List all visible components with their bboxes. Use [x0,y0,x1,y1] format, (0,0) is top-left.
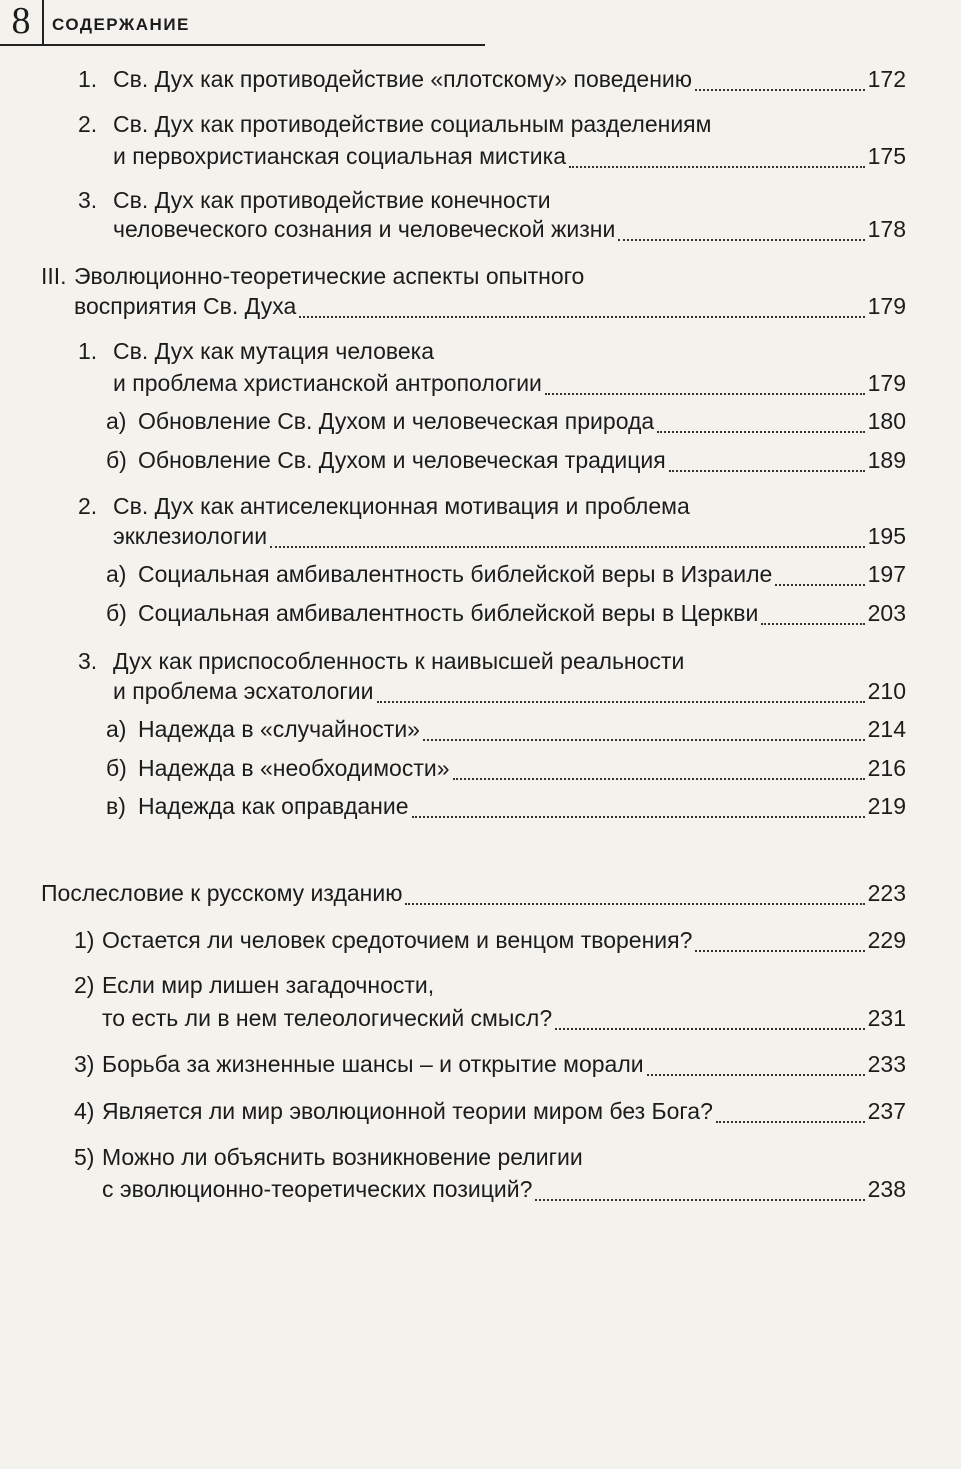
entry-title: Эволюционно-теоретические аспекты опытного [74,263,585,289]
dot-leader [695,71,865,91]
entry-number: а) [106,561,127,587]
entry-title-cont: экклезиологии [113,523,268,549]
entry-page: 195 [867,523,906,549]
dot-leader [299,298,864,318]
entry-title: Социальная амбивалентность библейской веры в Церкви [138,600,759,626]
toc-entry[interactable] [106,445,906,475]
entry-number: 3. [78,187,98,213]
toc-entry[interactable] [113,214,906,244]
toc-entry[interactable] [74,925,906,955]
entry-title-cont: восприятия Св. Духа [74,293,297,319]
entry-page: 180 [867,408,906,434]
entry-title: Надежда в «необходимости» [138,755,450,781]
dot-leader [647,1056,865,1076]
entry-page: 238 [867,1176,906,1202]
entry-number: 1) [74,927,95,953]
entry-page: 189 [867,447,906,473]
entry-page: 210 [867,678,906,704]
toc-entry-line [78,185,906,215]
toc-entry-line [41,261,906,291]
toc-entry[interactable] [78,64,906,94]
entry-number: 2. [78,493,98,519]
toc-entry[interactable] [74,291,906,321]
entry-title: Можно ли объяснить возникновение религии [102,1144,583,1170]
dot-leader [775,566,864,586]
dot-leader [716,1103,865,1123]
entry-page: 223 [867,880,906,906]
toc-entry-line [78,336,906,366]
entry-page: 172 [867,66,906,92]
entry-title-cont: и проблема христианской антропологии [113,370,542,396]
entry-number: 1. [78,66,98,92]
entry-page: 197 [867,561,906,587]
entry-number: 1. [78,338,98,364]
entry-title: Дух как приспособленность к наивысшей реальности [113,648,685,674]
entry-page: 175 [867,143,906,169]
toc-entry-line [78,646,906,676]
entry-number: 4) [74,1098,95,1124]
running-title: СОДЕРЖАНИЕ [52,15,190,34]
entry-title: Св. Дух как мутация человека [113,338,434,364]
entry-page: 233 [867,1051,906,1077]
entry-number: 3) [74,1051,95,1077]
dot-leader [412,798,865,818]
entry-title: Если мир лишен загадочности, [102,972,435,998]
entry-number: б) [106,755,127,781]
toc-entry[interactable] [106,406,906,436]
entry-page: 231 [867,1005,906,1031]
toc-entry[interactable] [113,141,906,171]
dot-leader [669,452,865,472]
entry-number: III. [41,263,67,289]
entry-title: Социальная амбивалентность библейской веры в Израиле [138,561,773,587]
dot-leader [535,1181,864,1201]
entry-number: 2) [74,972,95,998]
toc-entry[interactable] [113,521,906,551]
entry-number: а) [106,408,127,434]
dot-leader [555,1010,865,1030]
toc-entry-line [74,1142,906,1172]
toc-entry[interactable] [102,1003,906,1033]
entry-title-cont: и проблема эсхатологии [113,678,374,704]
toc-entry[interactable] [106,598,906,628]
toc-entry[interactable] [113,368,906,398]
entry-title: Борьба за жизненные шансы – и открытие морали [102,1051,644,1077]
entry-title: Св. Дух как антиселекционная мотивация и проблема [113,493,690,519]
entry-number: б) [106,447,127,473]
toc-entry[interactable] [106,791,906,821]
toc-entry[interactable] [106,753,906,783]
entry-page: 203 [867,600,906,626]
entry-title-cont: и первохристианская социальная мистика [113,143,566,169]
dot-leader [270,528,865,548]
entry-title: Надежда в «случайности» [138,716,420,742]
entry-title: Св. Дух как противодействие социальным разделениям [113,111,712,137]
entry-page: 216 [867,755,906,781]
entry-title-cont: человеческого сознания и человеческой жизни [113,216,616,242]
dot-leader [618,221,864,241]
dot-leader [761,605,864,625]
entry-page: 219 [867,793,906,819]
entry-number: 3. [78,648,98,674]
dot-leader [405,885,864,905]
toc-entry-line [74,970,906,1000]
dot-leader [377,683,865,703]
entry-page: 229 [867,927,906,953]
toc-entry-line [78,109,906,139]
toc-entry[interactable] [41,878,906,908]
dot-leader [423,721,865,741]
toc-entry-line [78,491,906,521]
entry-title-cont: с эволюционно-теоретических позиций? [102,1176,533,1202]
entry-title: Остается ли человек средоточием и венцом творения? [102,927,693,953]
dot-leader [657,413,864,433]
toc-entry[interactable] [74,1049,906,1079]
entry-number: а) [106,716,127,742]
toc-entry[interactable] [74,1096,906,1126]
entry-title: Св. Дух как противодействие конечности [113,187,551,213]
toc-entry[interactable] [106,559,906,589]
entry-title: Обновление Св. Духом и человеческая природа [138,408,655,434]
entry-title: Послесловие к русскому изданию [41,880,403,906]
dot-leader [453,760,865,780]
dot-leader [545,375,865,395]
entry-page: 178 [867,216,906,242]
entry-page: 179 [867,293,906,319]
entry-title: Является ли мир эволюционной теории миром без Бога? [102,1098,713,1124]
entry-title-cont: то есть ли в нем телеологический смысл? [102,1005,553,1031]
entry-page: 237 [867,1098,906,1124]
entry-page: 214 [867,716,906,742]
entry-page: 179 [867,370,906,396]
entry-title: Обновление Св. Духом и человеческая традиция [138,447,666,473]
entry-number: в) [106,793,126,819]
entry-title: Надежда как оправдание [138,793,409,819]
toc-entry[interactable] [106,714,906,744]
entry-title: Св. Дух как противодействие «плотскому» поведению [113,66,693,92]
page-number: 8 [0,0,44,46]
toc-entry[interactable] [102,1174,906,1204]
entry-number: 5) [74,1144,95,1170]
entry-number: 2. [78,111,98,137]
dot-leader [695,932,864,952]
entry-number: б) [106,600,127,626]
dot-leader [569,148,865,168]
toc-entry[interactable] [113,676,906,706]
